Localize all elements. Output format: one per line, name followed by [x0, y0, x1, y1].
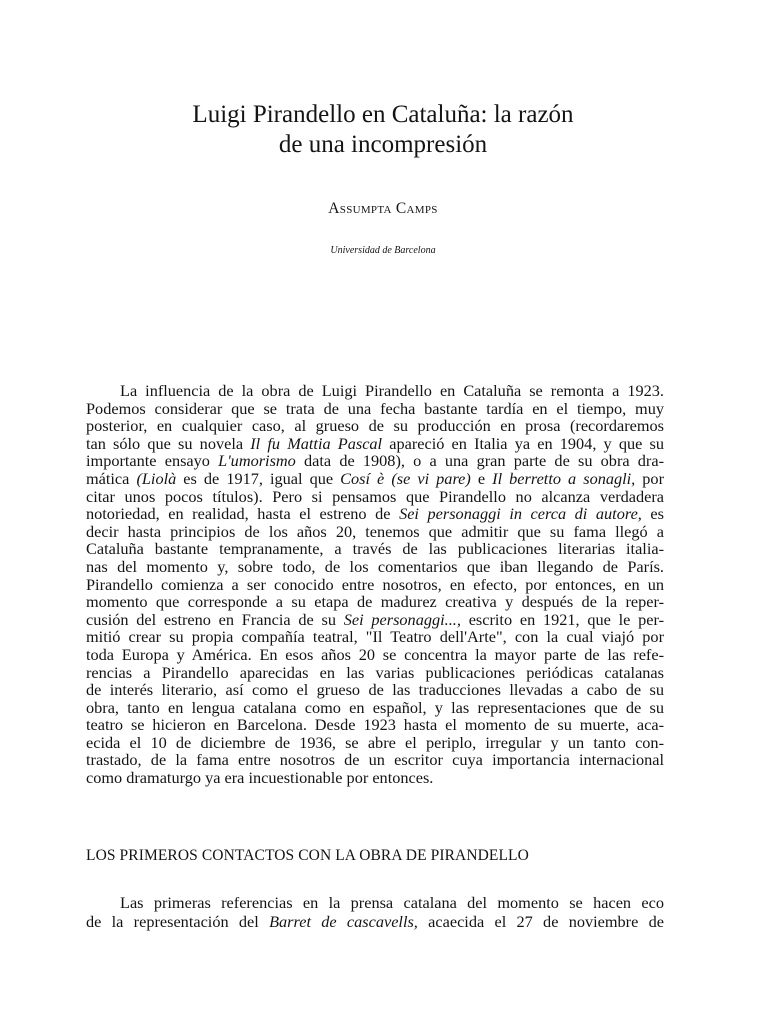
- text-line: [86, 488, 664, 506]
- text-line: [86, 646, 664, 664]
- text-run: es de 1917, igual que: [176, 468, 341, 488]
- text-run: tan sólo que su novela: [86, 433, 251, 453]
- text-run: La influencia de la obra de Luigi Pirandello en Cataluña se remonta a 1923.: [120, 381, 664, 400]
- text-line: [86, 628, 664, 646]
- text-run: Cataluña bastante tempranamente, a través de las publicaciones literarias italia-: [86, 539, 664, 559]
- text-run: de interés literario, así como el grueso de las traducciones llevadas a cabo de su: [86, 680, 664, 700]
- italic-title: L'umorismo: [218, 451, 296, 471]
- italic-title: Cosí è (se vi pare): [340, 468, 471, 488]
- text-run: teatro se hicieron en Barcelona. Desde 1923 hasta el momento de su muerte, aca-: [86, 715, 664, 735]
- text-run: escrito en 1921, que le per-: [460, 609, 665, 629]
- text-run: por: [635, 468, 664, 488]
- italic-title: Il berretto a sonagli,: [492, 468, 636, 488]
- text-line: [86, 452, 664, 470]
- text-line: [86, 893, 664, 912]
- text-run: momento que corresponde a su etapa de madurez creativa y después de la reper-: [86, 592, 664, 612]
- text-line: [86, 751, 664, 769]
- body-paragraph-1: [86, 382, 664, 787]
- body-paragraph-2: [86, 893, 664, 931]
- text-run: posterior, en cualquier caso, al grueso de su producción en prosa (recordaremos: [86, 416, 664, 436]
- text-run: e: [470, 468, 493, 488]
- italic-title: (Liolà: [136, 468, 177, 488]
- title-line-2: de una incompresión: [278, 131, 488, 158]
- text-run: Las primeras referencias en la prensa catalana del momento se hacen eco: [120, 893, 664, 912]
- text-run: notoriedad, en realidad, hasta el estreno de: [86, 504, 400, 524]
- text-line: [86, 681, 664, 699]
- text-line: [86, 523, 664, 541]
- text-line: [86, 470, 664, 488]
- article-title: [88, 100, 678, 160]
- author-name: Assumpta Camps: [328, 200, 438, 217]
- text-run: mitió crear su propia compañía teatral, "Il Teatro dell'Arte", con la cual viajó por: [86, 627, 664, 647]
- text-run: como dramaturgo ya era incuestionable por entonces.: [86, 768, 434, 788]
- text-line: [86, 505, 664, 523]
- text-run: citar unos pocos títulos). Pero si pensamos que Pirandello no alcanza verdadera: [86, 486, 664, 506]
- text-line: [86, 912, 664, 931]
- text-run: es: [641, 504, 664, 524]
- italic-title: Sei personaggi in cerca di autore,: [399, 504, 642, 524]
- text-line: [86, 540, 664, 558]
- text-line: [86, 611, 664, 629]
- title-line-1: Luigi Pirandello en Cataluña: la razón: [192, 101, 574, 128]
- text-run: apareció en Italia ya en 1904, y que su: [382, 433, 665, 453]
- text-run: Podemos considerar que se trata de una fecha bastante tardía en el tiempo, muy: [86, 398, 664, 418]
- text-line: [86, 558, 664, 576]
- text-line: [86, 734, 664, 752]
- text-line: [86, 417, 664, 435]
- text-line: [86, 699, 664, 717]
- italic-title: Il fu Mattia Pascal: [250, 433, 383, 453]
- author-affiliation: Universidad de Barcelona: [330, 245, 436, 256]
- text-line: [86, 576, 664, 594]
- text-run: cusión del estreno en Francia de su: [86, 609, 344, 629]
- text-line: [86, 382, 664, 400]
- text-run: de la representación del: [86, 912, 270, 931]
- section-heading: LOS PRIMEROS CONTACTOS CON LA OBRA DE PIRANDELLO: [86, 847, 529, 864]
- text-run: obra, tanto en lengua catalana como en español, y las representaciones que de su: [86, 697, 664, 717]
- text-line: [86, 664, 664, 682]
- text-run: data de 1908), o a una gran parte de su obra dra-: [295, 451, 664, 471]
- text-run: nas del momento y, sobre todo, de los comentarios que iban llegando de París.: [86, 556, 664, 576]
- text-run: decir hasta principios de los años 20, tenemos que admitir que su fama llegó a: [86, 521, 664, 541]
- italic-title: Sei personaggi...,: [343, 609, 461, 629]
- text-run: ecida el 10 de diciembre de 1936, se abre el periplo, irregular y un tanto con-: [86, 732, 664, 752]
- text-run: importante ensayo: [86, 451, 219, 471]
- text-run: rencias a Pirandello aparecidas en las varias publicaciones periódicas catalanas: [86, 662, 664, 682]
- text-line: [86, 593, 664, 611]
- text-line: [86, 435, 664, 453]
- text-run: acaecida el 27 de noviembre de: [417, 912, 664, 931]
- text-line: [86, 400, 664, 418]
- text-line: [86, 769, 664, 787]
- text-run: Pirandello comienza a ser conocido entre nosotros, en efecto, por entonces, en un: [86, 574, 664, 594]
- text-run: mática: [86, 468, 137, 488]
- text-run: toda Europa y América. En esos años 20 se concentra la mayor parte de las refe-: [86, 644, 664, 664]
- text-line: [86, 716, 664, 734]
- italic-title: Barret de cascavells,: [269, 912, 418, 931]
- text-run: trastado, de la fama entre nosotros de un escritor cuya importancia internacional: [86, 750, 664, 770]
